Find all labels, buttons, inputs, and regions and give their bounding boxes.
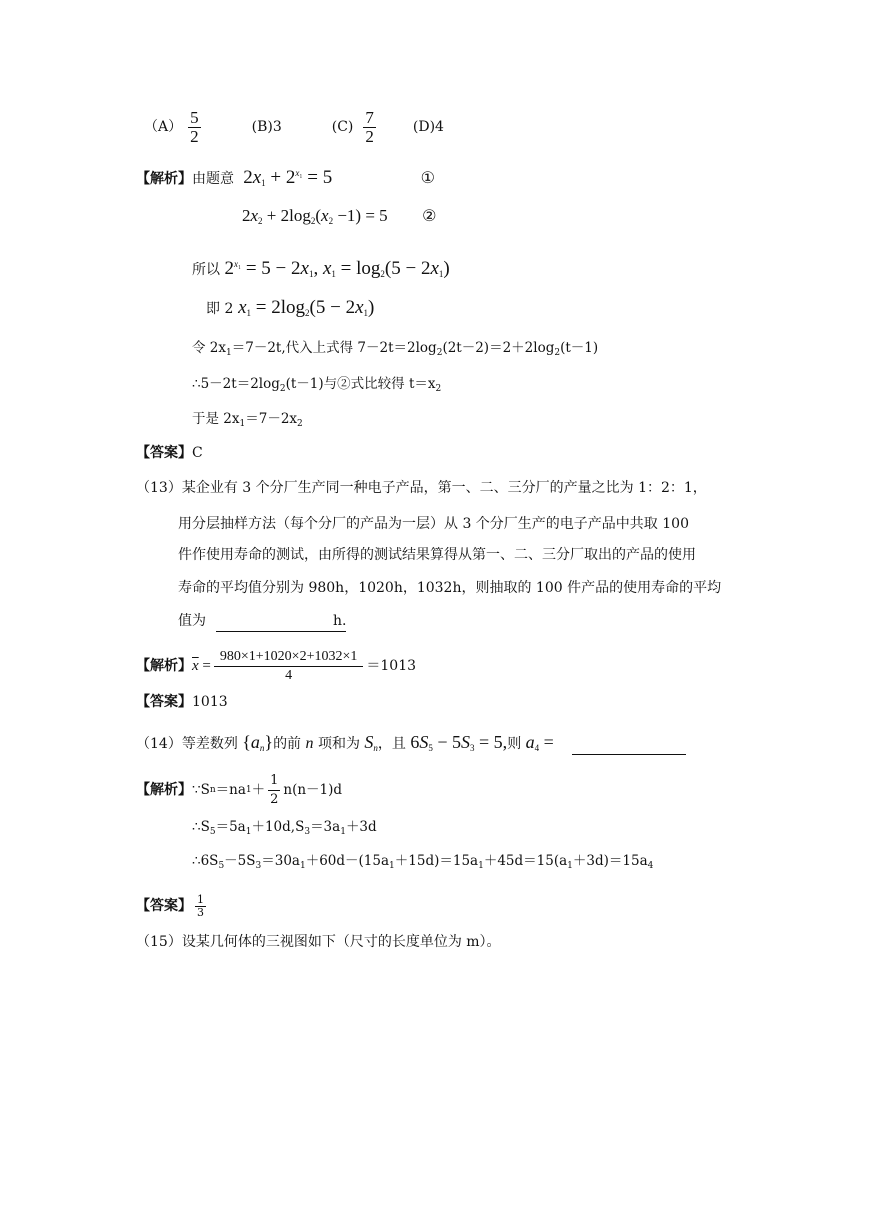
q13-line4: 寿命的平均值分别为 980h，1020h，1032h，则抽取的 100 件产品的使用寿命的平均 (178, 580, 722, 596)
q14-line: （14）等差数列 $\{a_n\}$的前 n 项和为 $S_n$，且 $6S_5 - 5S_3 = 5$,则 $a_4$ = (136, 732, 686, 758)
q14-answer-line (136, 890, 209, 922)
q13-line1: （13）某企业有 3 个分厂生产同一种电子产品，第一、二、三分厂的产量之比为 1：2：1， (136, 480, 707, 496)
q14-analysis-line1: 【解析】 ∵S n ＝na 1 ＋ $\frac{1}{2}$ n(n－1)d (136, 772, 343, 807)
answer-fraction: $\frac{1}{3}$ (197, 892, 204, 919)
q12-let-line: 令 $2x_1=7-2t$,代入上式得 $7-2t=2\log_2(2t-2)=2+2\log_2(t-1)$ (192, 340, 599, 358)
question-number: （13） (136, 480, 182, 496)
q13-analysis-line: 【解析】 $\overline{x}$ = $\frac{980\times 1+1020\times 2+1032\times 1}{4}$ ＝1013 (136, 648, 417, 683)
mark-2: ② (422, 206, 437, 225)
analysis-tag: 【解析】 (136, 658, 192, 674)
option-c-label: (C) (331, 119, 354, 135)
q12-therefore-line: $\therefore 5-2t=2\log_2(t-1)$与②式比较得 $t=x_2$ (192, 376, 442, 394)
equation-1: $2x_1 + 2^{x_1} = 5$ (238, 167, 333, 188)
option-d: (D)4 (412, 119, 444, 135)
answer-value: 1013 (192, 694, 228, 710)
answer-blank: h. (216, 611, 346, 632)
q13-line3: 件作使用寿命的测试，由所得的测试结果算得从第一、二、三分厂取出的产品的使用 (178, 547, 696, 563)
answer-tag: 【答案】 (136, 445, 192, 461)
option-a-fraction: $\frac{5}{2}$ (190, 107, 199, 146)
mark-1: ① (420, 168, 436, 187)
q13-answer-line (136, 692, 228, 712)
q12-equation-2: $2x_2 + 2\log_2(x_2 -1) = 5$ ② (242, 206, 437, 226)
q13-line5: 值为 h. (178, 611, 346, 632)
analysis-intro: 由题意 (192, 171, 234, 187)
q14-analysis-line3: $\therefore 6S_5-5S_3=30a_1+60d-(15a_1+15d)=15a_1+45d=15(a_1+3d)=15a_4$ (192, 853, 654, 871)
option-b: (B)3 (251, 119, 282, 135)
mean-x-bar: $\overline{x}$ (192, 658, 199, 674)
half-fraction: $\frac{1}{2}$ (270, 772, 279, 807)
answer-tag: 【答案】 (136, 694, 192, 710)
q15-line: （15）设某几何体的三视图如下（尺寸的长度单位为 m）。 (136, 934, 501, 950)
mean-fraction: $\frac{980\times 1+1020\times 2+1032\times 1}{4}$ (214, 648, 363, 685)
q12-ji-line: 即 2 $x_1 = 2\log_2(5 - 2x_1)$ (206, 297, 375, 318)
option-c-fraction: $\frac{7}{2}$ (365, 107, 374, 146)
analysis-tag: 【解析】 (136, 171, 192, 187)
options-row (144, 105, 444, 149)
question-number: （14） (136, 736, 182, 752)
q12-answer-line (136, 443, 203, 463)
q12-analysis-line1 (136, 163, 435, 193)
q12-so-line: 所以 $2^{x_1} = 5 - 2x_1$, $x_1 = \log_2(5 - 2x_1)$ (192, 258, 450, 279)
q13-line2: 用分层抽样方法（每个分厂的产品为一层）从 3 个分厂生产的电子产品中共取 100 (178, 516, 689, 532)
answer-value: C (192, 445, 203, 461)
question-number: （15） (136, 934, 182, 950)
q14-analysis-line2: $\therefore S_5=5a_1+10d,S_3=3a_1+3d$ (192, 819, 377, 837)
analysis-tag: 【解析】 (136, 782, 192, 798)
option-a-label: （A） (144, 119, 183, 135)
q12-yushi-line: 于是 $2x_1=7-2x_2$ (192, 411, 303, 429)
answer-tag: 【答案】 (136, 898, 192, 914)
answer-blank (572, 734, 686, 755)
